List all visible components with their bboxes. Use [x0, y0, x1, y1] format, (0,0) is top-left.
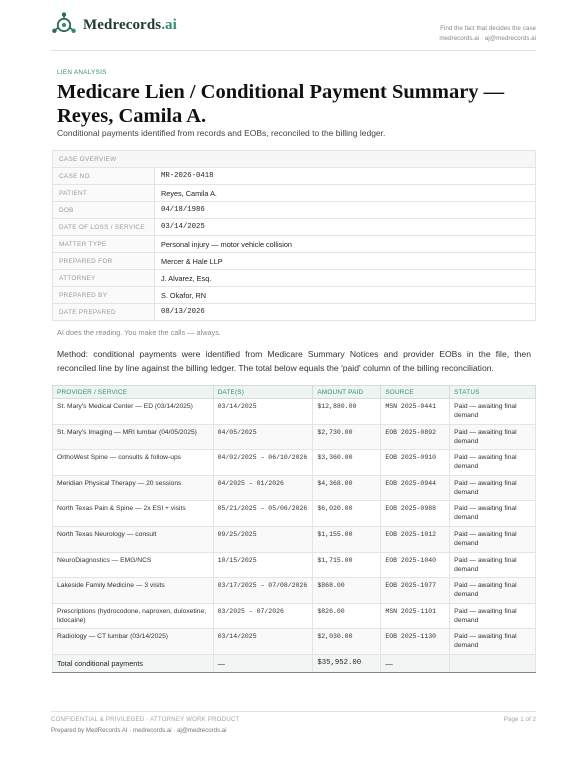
section-tag: LIEN ANALYSIS — [57, 69, 107, 76]
case-field-value: 04/18/1986 — [155, 202, 536, 219]
amount-cell: $2,030.00 — [313, 629, 381, 655]
case-row — [53, 253, 536, 270]
status-cell: Paid — awaiting final demand — [450, 552, 536, 578]
provider-cell: North Texas Neurology — consult — [53, 526, 214, 552]
status-cell: Paid — awaiting final demand — [450, 450, 536, 476]
status-cell: Paid — awaiting final demand — [450, 526, 536, 552]
status-cell: Paid — awaiting final demand — [450, 475, 536, 501]
footer-divider — [51, 711, 536, 712]
total-status-cell — [450, 654, 536, 672]
case-field-value: MR-2026-0418 — [155, 168, 536, 185]
amount-cell: $12,880.00 — [313, 399, 381, 425]
header-divider — [51, 50, 536, 51]
case-field-label: MATTER TYPE — [53, 236, 155, 253]
conditional-payments-table — [52, 385, 536, 673]
header-tagline: Find the fact that decides the case — [440, 25, 536, 32]
amount-cell: $826.00 — [313, 603, 381, 629]
dates-cell: 04/2025 – 01/2026 — [213, 475, 313, 501]
case-row — [53, 185, 536, 202]
status-cell: Paid — awaiting final demand — [450, 603, 536, 629]
source-cell: EOB 2025-0892 — [381, 424, 450, 450]
table-row — [53, 424, 536, 450]
status-cell: Paid — awaiting final demand — [450, 578, 536, 604]
molecule-logo-icon — [51, 12, 77, 38]
footer-confidential: CONFIDENTIAL & PRIVILEGED · ATTORNEY WORK PRODUCT — [51, 716, 240, 723]
provider-cell: OrthoWest Spine — consults & follow-ups — [53, 450, 214, 476]
amount-cell: $4,368.00 — [313, 475, 381, 501]
case-row — [53, 270, 536, 287]
table-row — [53, 399, 536, 425]
source-cell: EOB 2025-0988 — [381, 501, 450, 527]
case-field-label: DATE PREPARED — [53, 304, 155, 321]
status-cell: Paid — awaiting final demand — [450, 399, 536, 425]
case-field-label: DATE OF LOSS / SERVICE — [53, 219, 155, 236]
source-cell: EOB 2025-0910 — [381, 450, 450, 476]
dates-cell: 05/21/2025 – 05/06/2026 — [213, 501, 313, 527]
brand — [51, 12, 177, 38]
amount-cell: $1,715.00 — [313, 552, 381, 578]
case-row — [53, 304, 536, 321]
amount-cell: $1,155.00 — [313, 526, 381, 552]
dates-cell: 04/02/2025 – 06/10/2026 — [213, 450, 313, 476]
total-row — [53, 654, 536, 672]
col-header-dates: DATE(S) — [213, 386, 313, 399]
case-row — [53, 236, 536, 253]
dates-cell: 04/05/2025 — [213, 424, 313, 450]
case-field-value: S. Okafor, RN — [155, 287, 536, 304]
case-field-label: PATIENT — [53, 185, 155, 202]
table-row — [53, 450, 536, 476]
source-cell: MSN 2025-1101 — [381, 603, 450, 629]
case-field-label: CASE NO. — [53, 168, 155, 185]
table-row — [53, 578, 536, 604]
source-cell: EOB 2025-1040 — [381, 552, 450, 578]
brand-name: Medrecords.ai — [83, 16, 177, 33]
amount-cell: $2,730.00 — [313, 424, 381, 450]
provider-cell: Radiology — CT lumbar (03/14/2025) — [53, 629, 214, 655]
source-cell: EOB 2025-1130 — [381, 629, 450, 655]
col-header-provider: PROVIDER / SERVICE — [53, 386, 214, 399]
provider-cell: North Texas Pain & Spine — 2x ESI + visits — [53, 501, 214, 527]
header-meta — [439, 24, 536, 44]
case-row — [53, 168, 536, 185]
table-row — [53, 475, 536, 501]
ai-tagline: AI does the reading. You make the calls — always. — [57, 328, 221, 337]
header-contact[interactable]: medrecords.ai · aj@medrecords.ai — [439, 35, 536, 42]
case-row — [53, 202, 536, 219]
col-header-status: STATUS — [450, 386, 536, 399]
amount-cell: $6,020.00 — [313, 501, 381, 527]
table-row — [53, 629, 536, 655]
amount-cell: $3,360.00 — [313, 450, 381, 476]
total-amount: $35,952.00 — [313, 654, 381, 672]
source-cell: EOB 2025-0944 — [381, 475, 450, 501]
case-overview-table — [52, 150, 536, 321]
case-field-value: 03/14/2025 — [155, 219, 536, 236]
dates-cell: 03/14/2025 — [213, 629, 313, 655]
case-field-value: 08/13/2026 — [155, 304, 536, 321]
status-cell: Paid — awaiting final demand — [450, 501, 536, 527]
dates-cell: 03/14/2025 — [213, 399, 313, 425]
provider-cell: St. Mary's Imaging — MRI lumbar (04/05/2025) — [53, 424, 214, 450]
case-field-value: Mercer & Hale LLP — [155, 253, 536, 270]
table-row — [53, 501, 536, 527]
footer-prepared-by: Prepared by MedRecords AI · medrecords.ai · aj@medrecords.ai — [51, 727, 227, 734]
table-header-row — [53, 386, 536, 399]
provider-cell: St. Mary's Medical Center — ED (03/14/2025) — [53, 399, 214, 425]
case-field-label: PREPARED FOR — [53, 253, 155, 270]
source-cell: EOB 2025-1077 — [381, 578, 450, 604]
page-subtitle: Conditional payments identified from records and EOBs, reconciled to the billing ledger. — [57, 128, 386, 138]
case-field-value: Reyes, Camila A. — [155, 185, 536, 202]
status-cell: Paid — awaiting final demand — [450, 424, 536, 450]
case-overview-caption: CASE OVERVIEW — [53, 151, 536, 168]
dates-cell: 09/25/2025 — [213, 526, 313, 552]
dates-cell: 03/17/2025 – 07/08/2026 — [213, 578, 313, 604]
provider-cell: Meridian Physical Therapy — 20 sessions — [53, 475, 214, 501]
provider-cell: NeuroDiagnostics — EMG/NCS — [53, 552, 214, 578]
total-label: Total conditional payments — [53, 654, 214, 672]
col-header-source: SOURCE — [381, 386, 450, 399]
dates-cell: 03/2025 – 07/2026 — [213, 603, 313, 629]
table-row — [53, 552, 536, 578]
source-cell: MSN 2025-0441 — [381, 399, 450, 425]
col-header-amount: AMOUNT PAID — [313, 386, 381, 399]
case-field-label: DOB — [53, 202, 155, 219]
amount-cell: $868.00 — [313, 578, 381, 604]
case-field-value: J. Alvarez, Esq. — [155, 270, 536, 287]
case-row — [53, 219, 536, 236]
case-field-label: PREPARED BY — [53, 287, 155, 304]
table-row — [53, 603, 536, 629]
provider-cell: Lakeside Family Medicine — 3 visits — [53, 578, 214, 604]
case-row — [53, 287, 536, 304]
table-row — [53, 526, 536, 552]
total-source-cell: — — [381, 654, 450, 672]
case-field-label: ATTORNEY — [53, 270, 155, 287]
method-paragraph: Method: conditional payments were identified from Medicare Summary Notices and provider EOBs in the file, then reconciled line by line against the billing ledger. The total below equals the 'paid' column of the billing reconciliation. — [57, 349, 531, 373]
source-cell: EOB 2025-1012 — [381, 526, 450, 552]
page-title: Medicare Lien / Conditional Payment Summary — Reyes, Camila A. — [57, 81, 505, 127]
dates-cell: 10/15/2025 — [213, 552, 313, 578]
case-field-value: Personal injury — motor vehicle collision — [155, 236, 536, 253]
total-dates-cell: — — [213, 654, 313, 672]
status-cell: Paid — awaiting final demand — [450, 629, 536, 655]
page-number: Page 1 of 2 — [503, 716, 536, 723]
provider-cell: Prescriptions (hydrocodone, naproxen, duloxetine, lidocaine) — [53, 603, 214, 629]
